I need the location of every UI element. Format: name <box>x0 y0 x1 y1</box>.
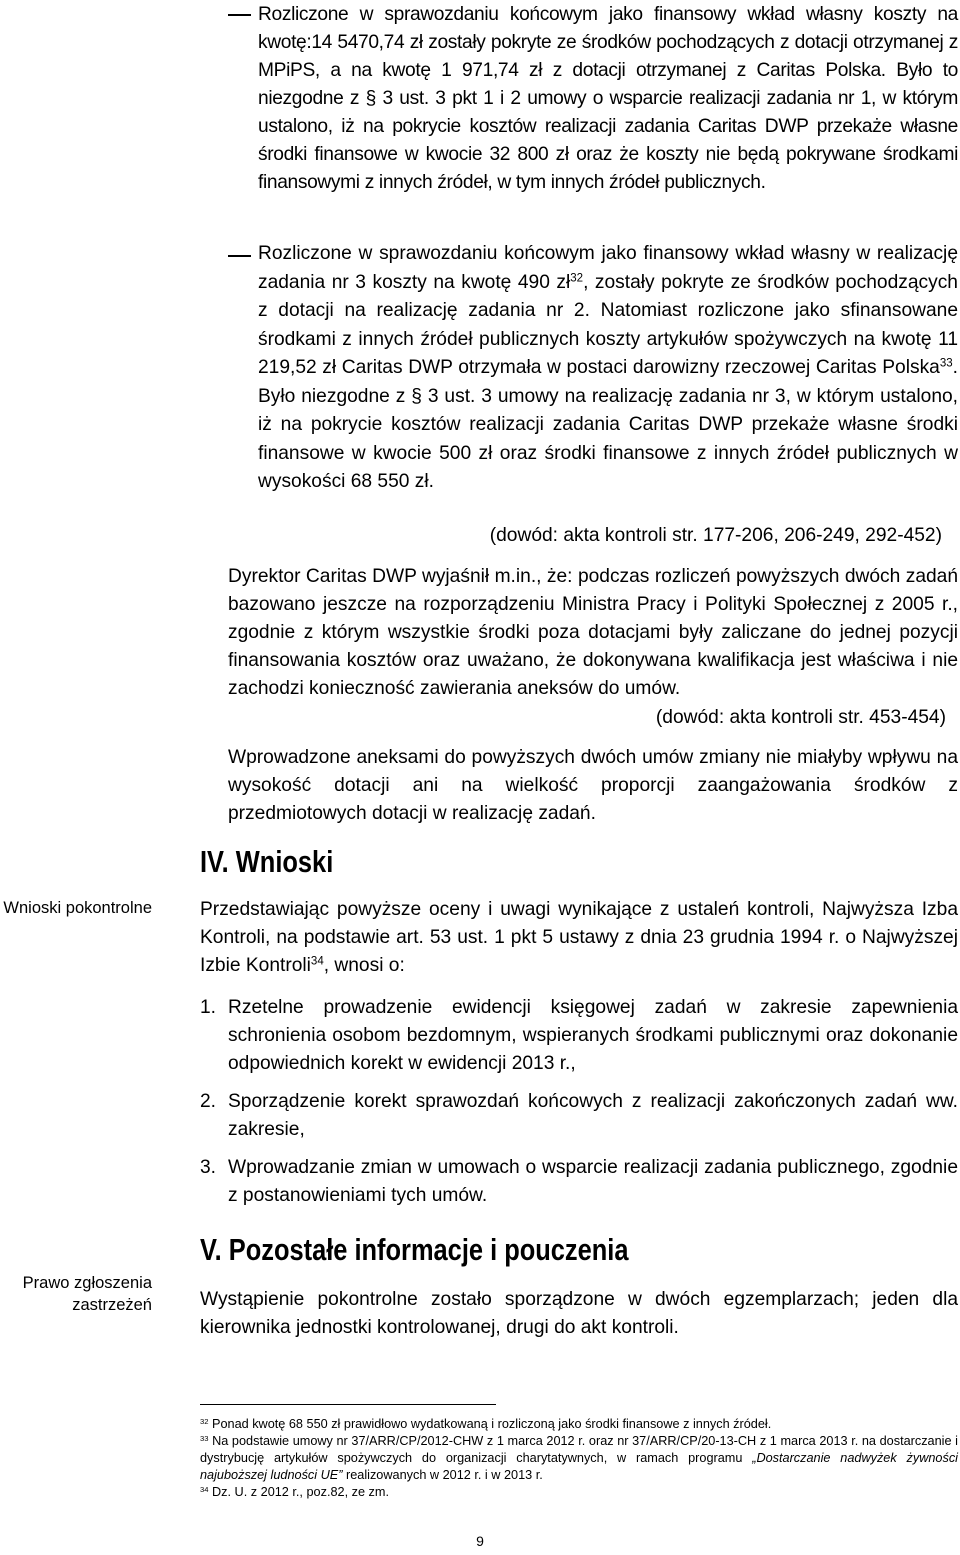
list-item: 2. Sporządzenie korekt sprawozdań końcowych z realizacji zakończonych zadań ww. zakresie, <box>200 1091 958 1140</box>
margin-label-wnioski: Wnioski pokontrolne <box>3 899 152 917</box>
annex-paragraph: Wprowadzone aneksami do powyższych dwóch umów zmiany nie miałyby wpływu na wysokość dotacji ani na wielkość proporcji zaangażowania środków z przedmiotowych dotacji w realizację zadań. <box>228 747 958 824</box>
footnote-33: $^{33}$ Na podstawie umowy nr 37/ARR/CP/2012-CHW z 1 marca 2012 r. oraz nr 37/ARR/CP/20-13-CH z 1 marca 2013 r. na dostarczanie i dystrybucję artykułów spożywczych do organizacji charytatywnych, w ramach programu „Dostarczanie nadwyżek żywności najuboższej ludności UE” realizowanych w 2012 r. i w 2013 r. <box>200 1433 958 1482</box>
footnote-ref-34[interactable]: 34 <box>310 955 324 968</box>
margin-label-zastrzezenia: Prawo zgłoszenia zastrzeżeń <box>22 1274 152 1314</box>
evidence-note-2: (dowód: akta kontroli str. 453-454) <box>655 707 946 728</box>
footnotes <box>200 1416 958 1501</box>
dash-bullet-icon <box>228 255 251 257</box>
finding-bullet-2 <box>228 240 958 497</box>
section-iv-heading: IV. Wnioski <box>200 844 334 879</box>
section-v-heading: V. Pozostałe informacje i pouczenia <box>200 1232 629 1267</box>
footnote-ref-32[interactable]: 32 <box>570 272 584 285</box>
bullet-2-text: Rozliczone w sprawozdaniu końcowym jako finansowy wkład własny w realizację zadania nr 3 koszty na kwotę 490 $zł^{32}$, zostały pokryte ze środków pochodzących z dotacji na realizację zadania nr 2. Natomiast rozliczone jako sfinansowane środkami z innych źródeł publicznych koszty artykułów spożywczych na kwotę 11 219,52 zł Caritas DWP otrzymała w postaci darowizny rzeczowej Caritas Polska$^{33}$. Było niezgodne z § 3 ust. 3 umowy na realizację zadania nr 3, w którym ustalono, iż na pokrycie kosztów realizacji zadania Caritas DWP przekaże własne środki finansowe w kwocie 500 zł oraz środki finansowe z innych źródeł publicznych w wysokości 68 550 zł. <box>258 243 958 492</box>
director-explanation: Dyrektor Caritas DWP wyjaśnił m.in., że: podczas rozliczeń powyższych dwóch zadań bazowano jeszcze na rozporządzeniu Ministra Pracy i Polityki Społecznej z 2005 r., zgodnie z którym wszystkie środki poza dotacjami były zaliczane do jednej pozycji finansowania kosztów oraz uważano, że dokonywana kwalifikacja jest właściwa i nie zachodzi konieczność zawierania aneksów do umów. <box>228 566 958 699</box>
recommendations-list <box>200 994 958 1220</box>
evidence-note-1: (dowód: akta kontroli str. 177-206, 206-249, 292-452) <box>489 525 942 546</box>
footnote-ref-33[interactable]: 33 <box>939 357 953 370</box>
section-v-text: Wystąpienie pokontrolne zostało sporządzone w dwóch egzemplarzach; jeden dla kierownika jednostki kontrolowanej, drugi do akt kontroli. <box>200 1289 958 1338</box>
dash-bullet-icon <box>228 14 251 16</box>
finding-bullet-1 <box>228 1 958 197</box>
list-item: 1. Rzetelne prowadzenie ewidencji księgowej zadań w zakresie zapewnienia schronienia osobom bezdomnym, wspieranych środkami publicznymi oraz dokonanie odpowiednich korekt w ewidencji 2013 r., <box>200 997 958 1074</box>
footnote-34: $^{34}$ Dz. U. z 2012 r., poz.82, ze zm. <box>200 1484 389 1499</box>
footnote-separator <box>200 1404 496 1405</box>
section-iv-intro: Przedstawiając powyższe oceny i uwagi wynikające z ustaleń kontroli, Najwyższa Izba Kontroli, na podstawie art. 53 ust. 1 pkt 5 ustawy z dnia 23 grudnia 1994 r. o Najwyższej Izbie Kontroli$^{34}$, wnosi o: <box>200 899 958 976</box>
footnote-32: $^{32}$ Ponad kwotę 68 550 zł prawidłowo wydatkowaną i rozliczoną jako środki finansowe z innych źródeł. <box>200 1416 772 1431</box>
list-item: 3. Wprowadzanie zmian w umowach o wsparcie realizacji zadania publicznego, zgodnie z postanowieniami tych umów. <box>200 1157 958 1206</box>
bullet-1-text: Rozliczone w sprawozdaniu końcowym jako finansowy wkład własny koszty na kwotę:14 5470,74 zł zostały pokryte ze środków pochodzących z dotacji otrzymanej z MPiPS, a na kwotę 1 971,74 zł z dotacji otrzymanej z Caritas Polska. Było to niezgodne z § 3 ust. 3 pkt 1 i 2 umowy o wsparcie realizacji zadania nr 1, w którym ustalono, iż na pokrycie kosztów realizacji zadania Caritas DWP przekaże własne środki finansowe w kwocie 32 800 zł oraz że koszty nie będą pokrywane środkami finansowymi z innych źródeł, w tym innych źródeł publicznych. <box>258 4 958 193</box>
page-number: 9 <box>476 1533 484 1549</box>
